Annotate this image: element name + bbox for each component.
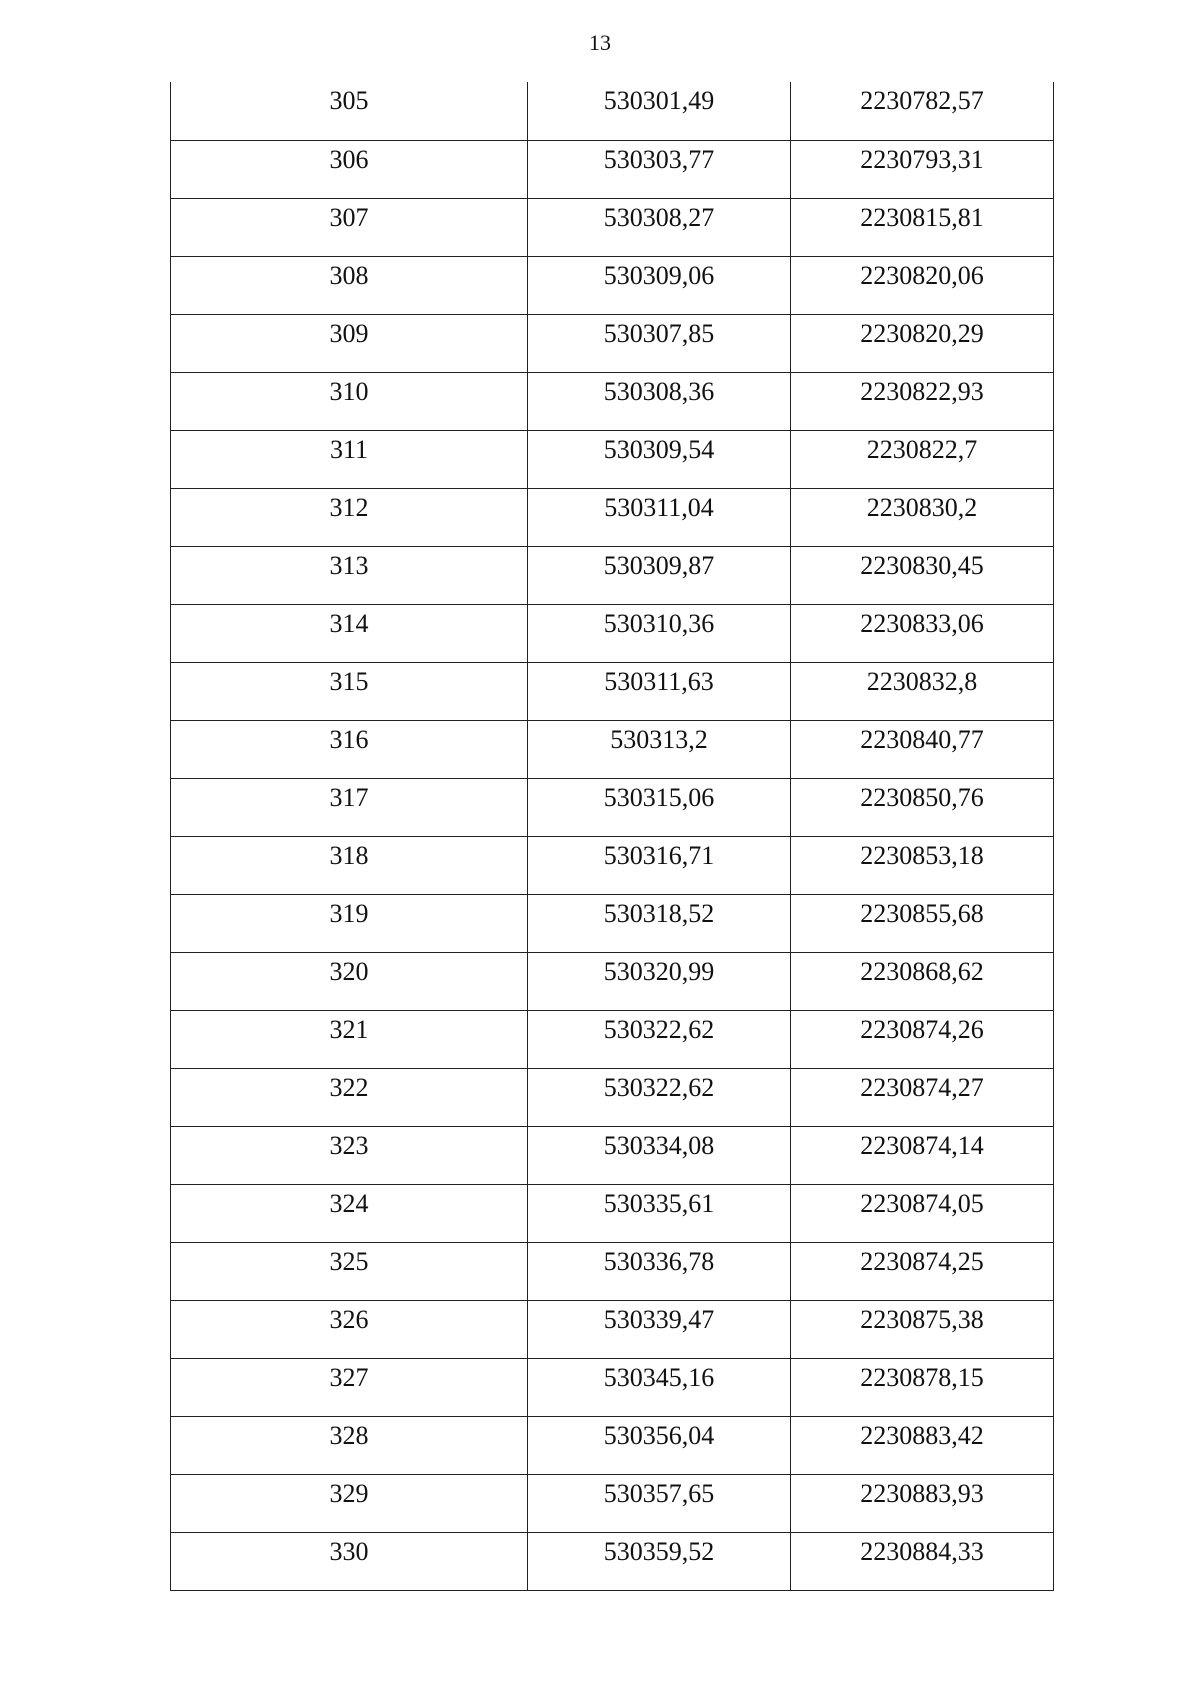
point-number-cell: 317 [171, 778, 528, 836]
point-number-cell: 315 [171, 662, 528, 720]
point-number-cell: 323 [171, 1126, 528, 1184]
y-coordinate-cell: 2230822,7 [791, 430, 1054, 488]
x-coordinate-cell: 530318,52 [528, 894, 791, 952]
table-row [171, 256, 1054, 314]
point-number-cell: 328 [171, 1416, 528, 1474]
x-coordinate-cell: 530315,06 [528, 778, 791, 836]
y-coordinate-cell: 2230883,42 [791, 1416, 1054, 1474]
x-coordinate-cell: 530309,87 [528, 546, 791, 604]
table-row [171, 430, 1054, 488]
point-number-cell: 320 [171, 952, 528, 1010]
point-number-cell: 311 [171, 430, 528, 488]
point-number-cell: 330 [171, 1532, 528, 1590]
x-coordinate-cell: 530313,2 [528, 720, 791, 778]
x-coordinate-cell: 530320,99 [528, 952, 791, 1010]
table-row [171, 314, 1054, 372]
point-number-cell: 327 [171, 1358, 528, 1416]
point-number-cell: 316 [171, 720, 528, 778]
table-row [171, 1068, 1054, 1126]
x-coordinate-cell: 530301,49 [528, 82, 791, 140]
point-number-cell: 321 [171, 1010, 528, 1068]
y-coordinate-cell: 2230868,62 [791, 952, 1054, 1010]
point-number-cell: 307 [171, 198, 528, 256]
point-number-cell: 305 [171, 82, 528, 140]
x-coordinate-cell: 530307,85 [528, 314, 791, 372]
point-number-cell: 326 [171, 1300, 528, 1358]
point-number-cell: 306 [171, 140, 528, 198]
x-coordinate-cell: 530322,62 [528, 1010, 791, 1068]
x-coordinate-cell: 530336,78 [528, 1242, 791, 1300]
table-row [171, 894, 1054, 952]
y-coordinate-cell: 2230853,18 [791, 836, 1054, 894]
x-coordinate-cell: 530356,04 [528, 1416, 791, 1474]
x-coordinate-cell: 530345,16 [528, 1358, 791, 1416]
table-row [171, 952, 1054, 1010]
y-coordinate-cell: 2230878,15 [791, 1358, 1054, 1416]
point-number-cell: 313 [171, 546, 528, 604]
x-coordinate-cell: 530322,62 [528, 1068, 791, 1126]
table-row [171, 1300, 1054, 1358]
y-coordinate-cell: 2230833,06 [791, 604, 1054, 662]
x-coordinate-cell: 530339,47 [528, 1300, 791, 1358]
table-row [171, 778, 1054, 836]
y-coordinate-cell: 2230874,14 [791, 1126, 1054, 1184]
table-row [171, 1416, 1054, 1474]
table-row [171, 82, 1054, 140]
point-number-cell: 309 [171, 314, 528, 372]
table-row [171, 1358, 1054, 1416]
table-row [171, 198, 1054, 256]
x-coordinate-cell: 530309,06 [528, 256, 791, 314]
table-row [171, 1532, 1054, 1590]
table-row [171, 488, 1054, 546]
x-coordinate-cell: 530303,77 [528, 140, 791, 198]
table-row [171, 1242, 1054, 1300]
x-coordinate-cell: 530308,36 [528, 372, 791, 430]
table-row [171, 1474, 1054, 1532]
x-coordinate-cell: 530311,63 [528, 662, 791, 720]
x-coordinate-cell: 530308,27 [528, 198, 791, 256]
point-number-cell: 329 [171, 1474, 528, 1532]
point-number-cell: 314 [171, 604, 528, 662]
y-coordinate-cell: 2230793,31 [791, 140, 1054, 198]
x-coordinate-cell: 530316,71 [528, 836, 791, 894]
coordinates-table-body [171, 82, 1054, 1590]
table-row [171, 836, 1054, 894]
y-coordinate-cell: 2230832,8 [791, 662, 1054, 720]
y-coordinate-cell: 2230820,29 [791, 314, 1054, 372]
y-coordinate-cell: 2230815,81 [791, 198, 1054, 256]
point-number-cell: 324 [171, 1184, 528, 1242]
x-coordinate-cell: 530309,54 [528, 430, 791, 488]
x-coordinate-cell: 530335,61 [528, 1184, 791, 1242]
x-coordinate-cell: 530311,04 [528, 488, 791, 546]
y-coordinate-cell: 2230830,2 [791, 488, 1054, 546]
y-coordinate-cell: 2230883,93 [791, 1474, 1054, 1532]
y-coordinate-cell: 2230782,57 [791, 82, 1054, 140]
table-row [171, 140, 1054, 198]
x-coordinate-cell: 530310,36 [528, 604, 791, 662]
table-row [171, 546, 1054, 604]
table-row [171, 604, 1054, 662]
y-coordinate-cell: 2230855,68 [791, 894, 1054, 952]
y-coordinate-cell: 2230822,93 [791, 372, 1054, 430]
y-coordinate-cell: 2230820,06 [791, 256, 1054, 314]
coordinates-table [170, 82, 1054, 1591]
y-coordinate-cell: 2230874,25 [791, 1242, 1054, 1300]
point-number-cell: 319 [171, 894, 528, 952]
y-coordinate-cell: 2230884,33 [791, 1532, 1054, 1590]
x-coordinate-cell: 530359,52 [528, 1532, 791, 1590]
y-coordinate-cell: 2230875,38 [791, 1300, 1054, 1358]
point-number-cell: 308 [171, 256, 528, 314]
table-row [171, 662, 1054, 720]
table-row [171, 1184, 1054, 1242]
point-number-cell: 312 [171, 488, 528, 546]
y-coordinate-cell: 2230874,26 [791, 1010, 1054, 1068]
x-coordinate-cell: 530334,08 [528, 1126, 791, 1184]
page-number: 13 [589, 30, 611, 55]
x-coordinate-cell: 530357,65 [528, 1474, 791, 1532]
point-number-cell: 322 [171, 1068, 528, 1126]
table-row [171, 372, 1054, 430]
table-row [171, 1126, 1054, 1184]
y-coordinate-cell: 2230874,05 [791, 1184, 1054, 1242]
y-coordinate-cell: 2230840,77 [791, 720, 1054, 778]
y-coordinate-cell: 2230874,27 [791, 1068, 1054, 1126]
point-number-cell: 310 [171, 372, 528, 430]
y-coordinate-cell: 2230850,76 [791, 778, 1054, 836]
point-number-cell: 325 [171, 1242, 528, 1300]
table-row [171, 720, 1054, 778]
table-row [171, 1010, 1054, 1068]
y-coordinate-cell: 2230830,45 [791, 546, 1054, 604]
point-number-cell: 318 [171, 836, 528, 894]
